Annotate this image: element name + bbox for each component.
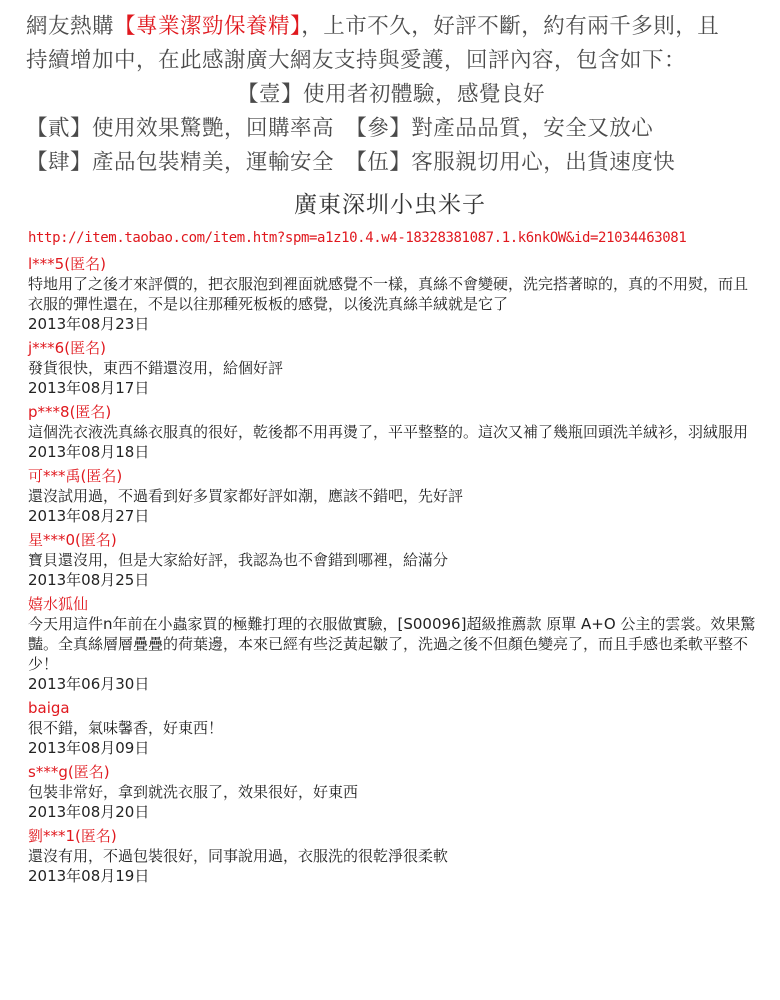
review-item xyxy=(28,826,756,886)
review-item xyxy=(28,762,756,822)
review-user: s***g(匿名) xyxy=(28,763,110,781)
review-text: 發貨很快，東西不錯還沒用，給個好評 xyxy=(28,359,284,377)
intro-suffix: ，上市不久，好評不斷，約有兩千多則，且 xyxy=(301,14,720,39)
review-user: j***6(匿名) xyxy=(28,339,106,357)
review-user: 嬉水狐仙 xyxy=(28,595,89,613)
review-user: l***5(匿名) xyxy=(28,255,106,273)
review-item xyxy=(28,254,756,334)
review-text: 這個洗衣液洗真絲衣服真的很好，乾後都不用再燙了，平平整整的。這次又補了幾瓶回頭洗羊絨衫，羽絨服用 xyxy=(28,423,749,441)
intro-point-2: 【貳】使用效果驚艷，回購率高 【參】對產品品質，安全又放心 xyxy=(26,116,654,141)
review-date: 2013年08月19日 xyxy=(28,867,150,885)
review-item xyxy=(28,402,756,462)
product-name-highlight: 【專業潔勁保養精】 xyxy=(114,14,302,39)
review-text: 今天用這件n年前在小蟲家買的極難打理的衣服做實驗，[S00096]超級推薦款 原單 A+O 公主的雲裳。效果驚豔。全真絲層層疊疊的荷葉邊，本來已經有些泛黃起皺了，洗過之後不但顏色變亮了，而且手感也柔軟平整不少！ xyxy=(28,615,756,673)
review-text: 包裝非常好，拿到就洗衣服了，效果很好，好東西 xyxy=(28,783,359,801)
review-item xyxy=(28,466,756,526)
intro-prefix: 網友熱購 xyxy=(26,14,115,39)
review-date: 2013年08月20日 xyxy=(28,803,150,821)
review-text: 特地用了之後才來評價的，把衣服泡到裡面就感覺不一樣，真絲不會變硬，洗完搭著晾的，真的不用熨，而且衣服的彈性還在，不是以往那種死板板的感覺，以後洗真絲羊絨就是它了 xyxy=(28,275,749,313)
intro-line-2: 持續增加中，在此感謝廣大網友支持與愛護，回評內容，包含如下： xyxy=(26,48,687,73)
review-item xyxy=(28,594,756,694)
review-date: 2013年08月18日 xyxy=(28,443,150,461)
review-text: 很不錯，氣味馨香，好東西！ xyxy=(28,719,224,737)
review-user: 可***禹(匿名) xyxy=(28,467,123,485)
review-date: 2013年08月09日 xyxy=(28,739,150,757)
shop-name: 廣東深圳小虫米子 xyxy=(294,192,486,218)
review-user: 星***0(匿名) xyxy=(28,531,117,549)
review-date: 2013年08月25日 xyxy=(28,571,150,589)
review-text: 寶貝還沒用，但是大家給好評，我認為也不會錯到哪裡，給滿分 xyxy=(28,551,449,569)
intro-point-1: 【壹】使用者初體驗，感覺良好 xyxy=(236,82,545,107)
review-user: baiga xyxy=(28,699,70,717)
review-date: 2013年08月27日 xyxy=(28,507,150,525)
intro-point-3: 【肆】產品包裝精美，運輸安全 【伍】客服親切用心，出貨速度快 xyxy=(26,150,676,175)
review-user: 劉***1(匿名) xyxy=(28,827,117,845)
review-date: 2013年08月17日 xyxy=(28,379,150,397)
review-date: 2013年08月23日 xyxy=(28,315,150,333)
review-text: 還沒試用過，不過看到好多買家都好評如潮，應該不錯吧，先好評 xyxy=(28,487,464,505)
intro-line-1 xyxy=(26,10,756,44)
review-date: 2013年06月30日 xyxy=(28,675,150,693)
review-text: 還沒有用，不過包裝很好，同事說用過，衣服洗的很乾淨很柔軟 xyxy=(28,847,449,865)
review-item xyxy=(28,338,756,398)
product-link[interactable]: http://item.taobao.com/item.htm?spm=a1z10.4.w4-18328381087.1.k6nkOW&id=21034463081 xyxy=(28,230,687,246)
review-item xyxy=(28,698,756,758)
review-item xyxy=(28,530,756,590)
review-user: p***8(匿名) xyxy=(28,403,112,421)
review-list xyxy=(0,254,780,886)
intro-block xyxy=(0,10,780,180)
